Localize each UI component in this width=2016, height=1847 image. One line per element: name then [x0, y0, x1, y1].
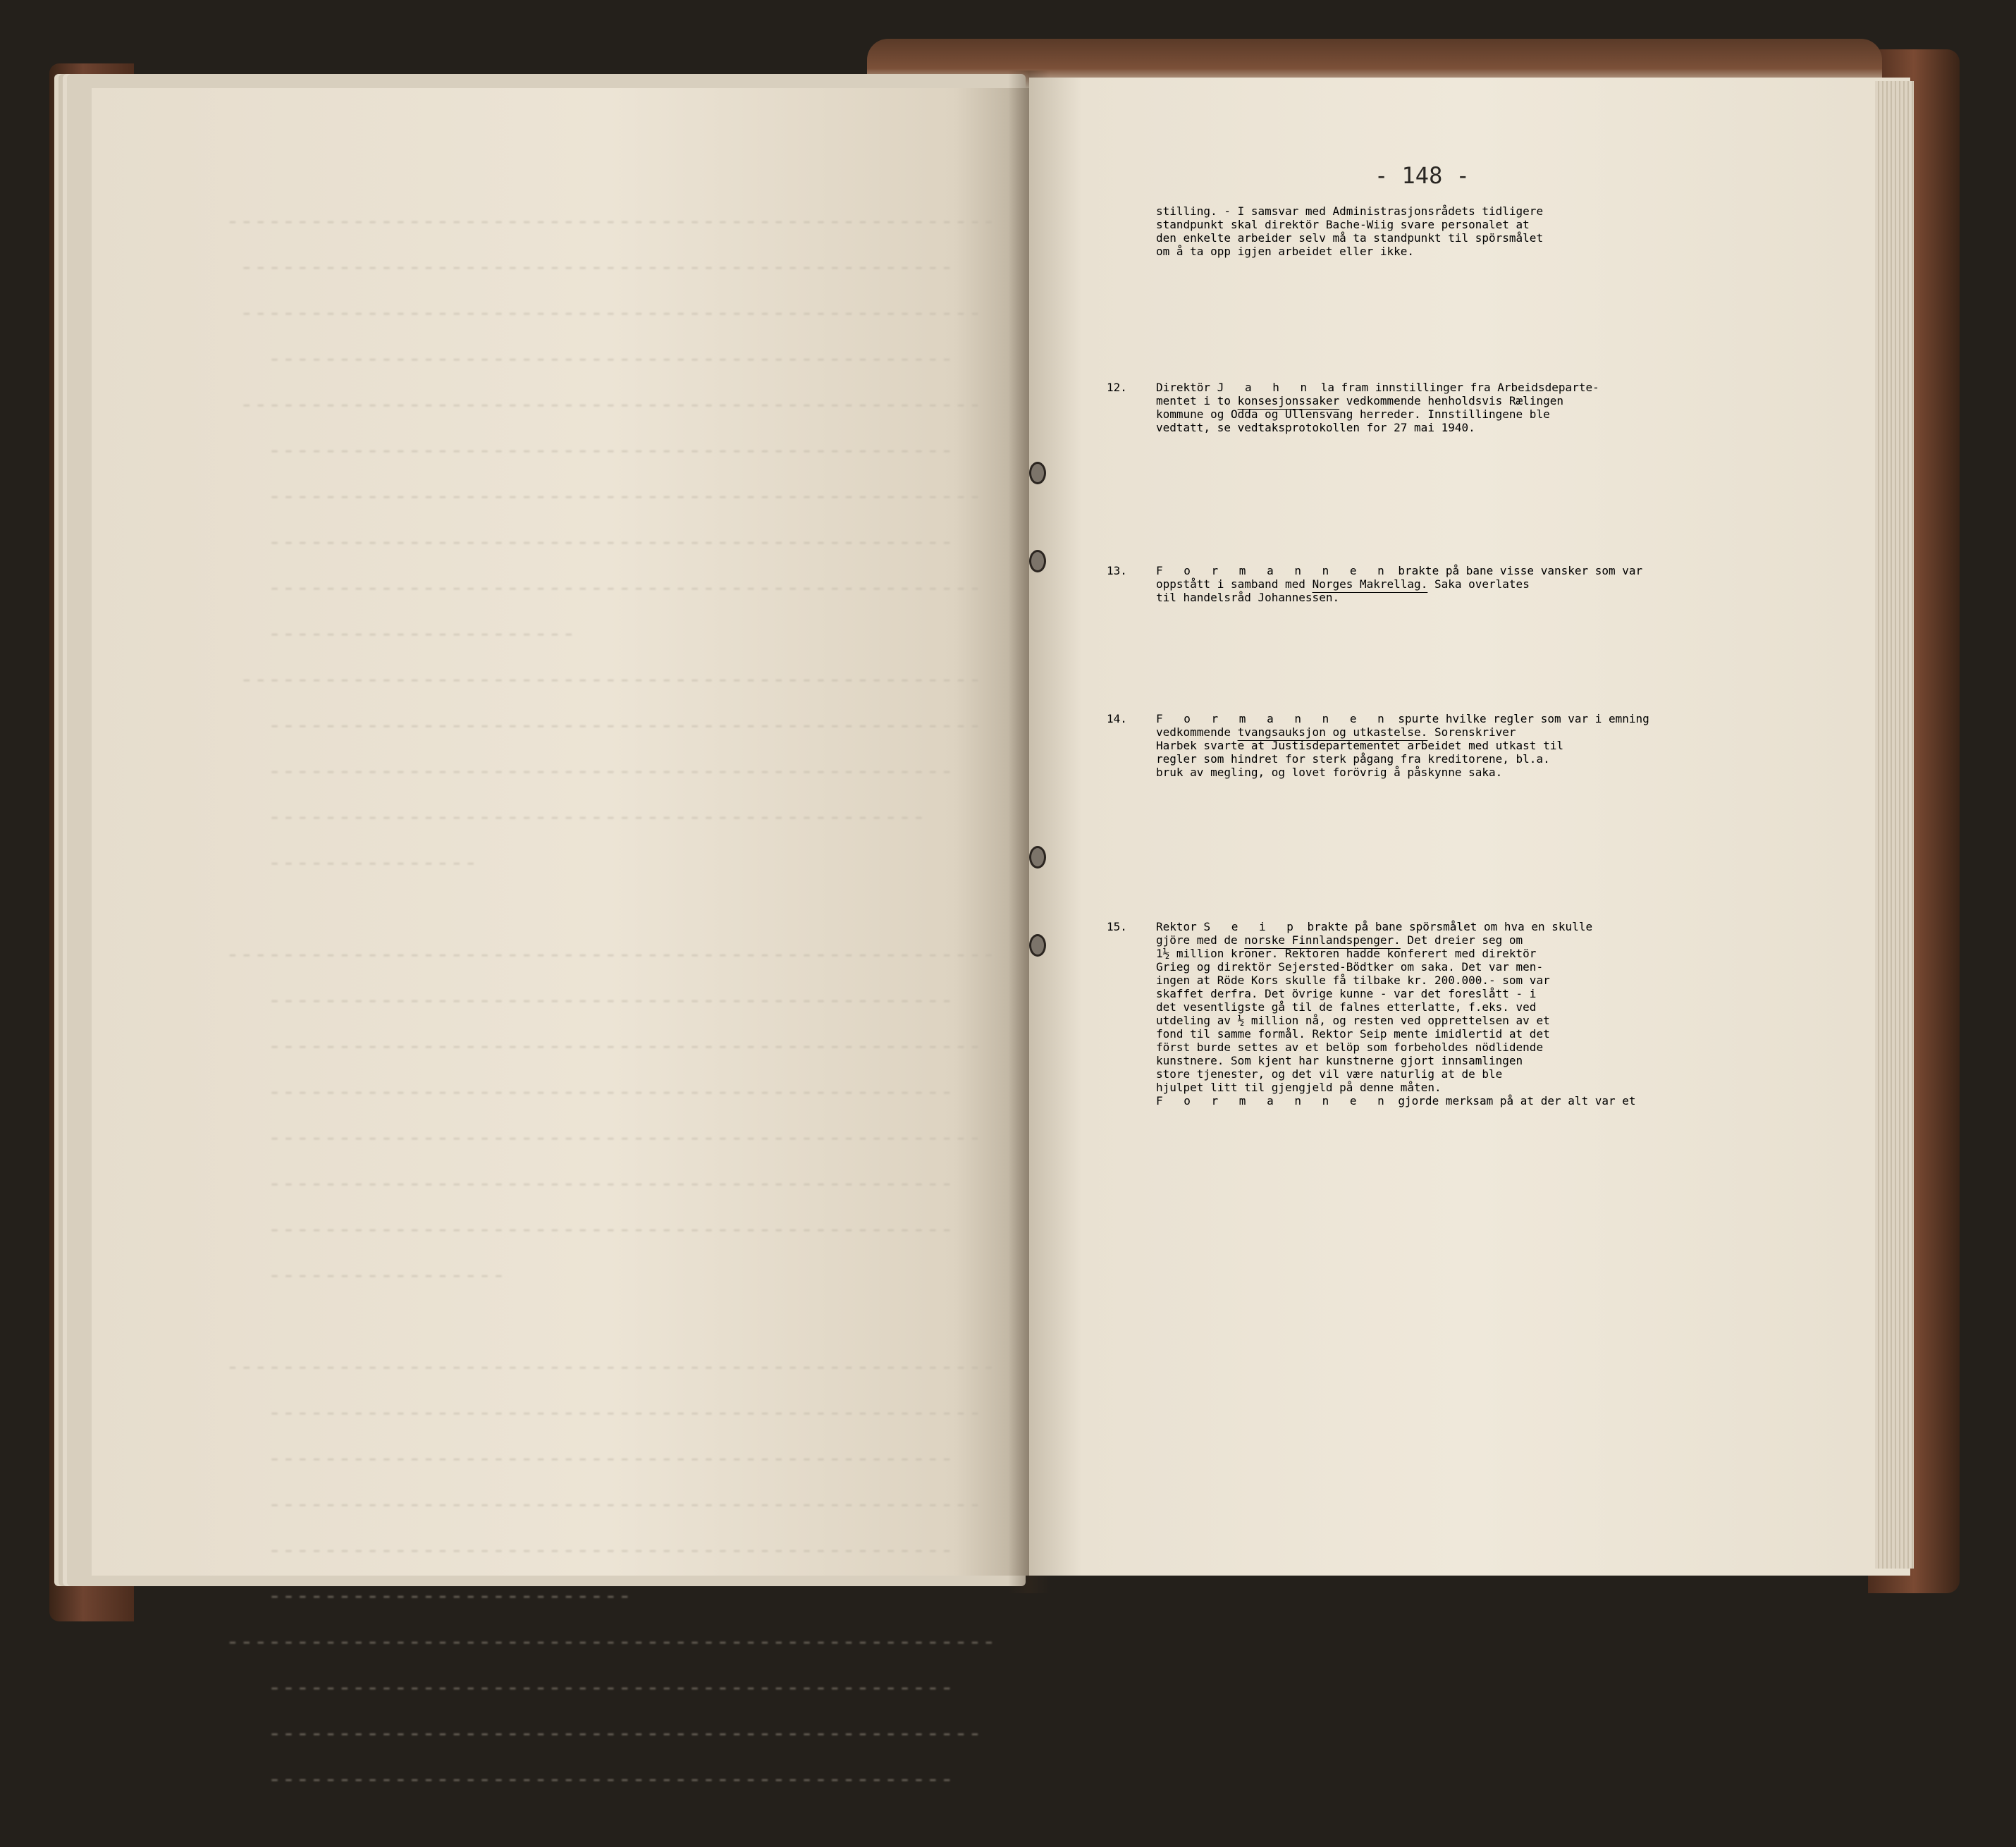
text-line: til handelsråd Johannessen.	[1156, 591, 1340, 604]
intro-paragraph	[1156, 204, 1882, 258]
text-line: F o r m a n n e n spurte hvilke regler som var i emning	[1156, 712, 1649, 725]
text-line: kunstnere. Som kjent har kunstnerne gjort innsamlingen	[1156, 1054, 1523, 1067]
text-line: 1½ million kroner. Rektoren hadde konferert med direktör	[1156, 947, 1537, 960]
binding-stitch	[1029, 462, 1046, 484]
text-line: F o r m a n n e n gjorde merksam på at der alt var et	[1156, 1094, 1636, 1107]
page-number: - 148 -	[1375, 162, 1470, 189]
text-line: Harbek svarte at Justisdepartementet arbeidet med utkast til	[1156, 739, 1563, 752]
text-line: F o r m a n n e n brakte på bane visse vansker som var	[1156, 564, 1643, 577]
text-line: Grieg og direktör Sejersted-Bödtker om saka. Det var men-	[1156, 960, 1544, 974]
agenda-item	[1107, 712, 1882, 779]
text-line: om å ta opp igjen arbeidet eller ikke.	[1156, 245, 1415, 258]
item-number: 15.	[1107, 920, 1127, 933]
agenda-item	[1107, 381, 1882, 434]
left-page	[92, 88, 1029, 1792]
text-line: gjöre med de norske Finnlandspenger. Det dreier seg om	[1156, 933, 1523, 947]
spaced-name: J a h n	[1217, 381, 1315, 394]
item-number: 12.	[1107, 381, 1127, 394]
text-line: store tjenester, og det vil være naturlig at de ble	[1156, 1067, 1503, 1081]
binding-stitch	[1029, 846, 1046, 869]
text-line: skaffet derfra. Det övrige kunne - var det foreslått - i	[1156, 987, 1537, 1000]
text-line: vedtatt, se vedtaksprotokollen for 27 mai 1940.	[1156, 421, 1475, 434]
agenda-item	[1107, 564, 1882, 604]
spaced-name: F o r m a n n e n	[1156, 712, 1391, 725]
right-page-stack-edge	[1875, 81, 1914, 1569]
text-line: stilling. - I samsvar med Administrasjonsrådets tidligere	[1156, 204, 1544, 218]
text-line: utdeling av ½ million nå, og resten ved opprettelsen av et	[1156, 1014, 1550, 1027]
spaced-name: S e i p	[1203, 920, 1301, 933]
spaced-name: F o r m a n n e n	[1156, 564, 1391, 577]
text-line: kommune og Odda og Ullensvang herreder. Innstillingene ble	[1156, 407, 1550, 421]
text-line: hjulpet litt til gjengjeld på denne måten.	[1156, 1081, 1442, 1094]
text-line: Direktör J a h n la fram innstillinger fra Arbeidsdeparte-	[1156, 381, 1599, 394]
underlined-term: konsesjonssaker	[1237, 394, 1340, 407]
bleed-through-text: ------------------------------------------------------- --------------------------------------------------- ----------------------------------------------------- ------------------------------------------------- ----------------------------------------------------- ------------------------------------------------- --------------------------------------------------- ------------------------------------------------- --------------------------------------------------- ---------------------- ----------------------------------------------------- --------------------------------------------------- ------------------------------------------------- ----------------------------------------------- --------------- ------------------------------------------------------- ------------------------------------------------- --------------------------------------------------- ------------------------------------------------- --------------------------------------------------- ------------------------------------------------- ------------------------------------------------- ----------------- ------------------------------------------------------- --------------------------------------------------- ------------------------------------------------- --------------------------------------------------- ------------------------------------------------- -------------------------- ------------------------------------------------------- ------------------------------------------------- --------------------------------------------------- -------------------------------------------------	[226, 207, 996, 1792]
underlined-term: norske Finnlandspenger.	[1244, 933, 1401, 947]
right-page	[1029, 78, 1910, 1576]
text-line: den enkelte arbeider selv må ta standpunkt til spörsmålet	[1156, 231, 1544, 245]
text-line: Rektor S e i p brakte på bane spörsmålet om hva en skulle	[1156, 920, 1593, 933]
item-number: 13.	[1107, 564, 1127, 577]
text-line: det vesentligste gå til de falnes etterlatte, f.eks. ved	[1156, 1000, 1537, 1014]
underlined-term: tvangsauksjon og utkastelse.	[1237, 725, 1428, 739]
text-line: fond til samme formål. Rektor Seip mente imidlertid at det	[1156, 1027, 1550, 1041]
text-line: vedkommende tvangsauksjon og utkastelse. Sorenskriver	[1156, 725, 1516, 739]
underlined-term: Norges Makrellag.	[1312, 577, 1428, 591]
item-number: 14.	[1107, 712, 1127, 725]
binding-stitch	[1029, 934, 1046, 957]
agenda-item	[1107, 920, 1882, 1107]
text-line: mentet i to konsesjonssaker vedkommende henholdsvis Rælingen	[1156, 394, 1563, 407]
text-line: oppstått i samband med Norges Makrellag. Saka overlates	[1156, 577, 1530, 591]
text-line: ingen at Röde Kors skulle få tilbake kr. 200.000.- som var	[1156, 974, 1550, 987]
spaced-name: F o r m a n n e n	[1156, 1094, 1391, 1107]
text-line: regler som hindret for sterk pågang fra kreditorene, bl.a.	[1156, 752, 1550, 766]
text-line: först burde settes av et belöp som forbeholdes nödlidende	[1156, 1041, 1544, 1054]
text-line: bruk av megling, og lovet forövrig å påskynne saka.	[1156, 766, 1503, 779]
text-line: standpunkt skal direktör Bache-Wiig svare personalet at	[1156, 218, 1530, 231]
binding-stitch	[1029, 550, 1046, 572]
